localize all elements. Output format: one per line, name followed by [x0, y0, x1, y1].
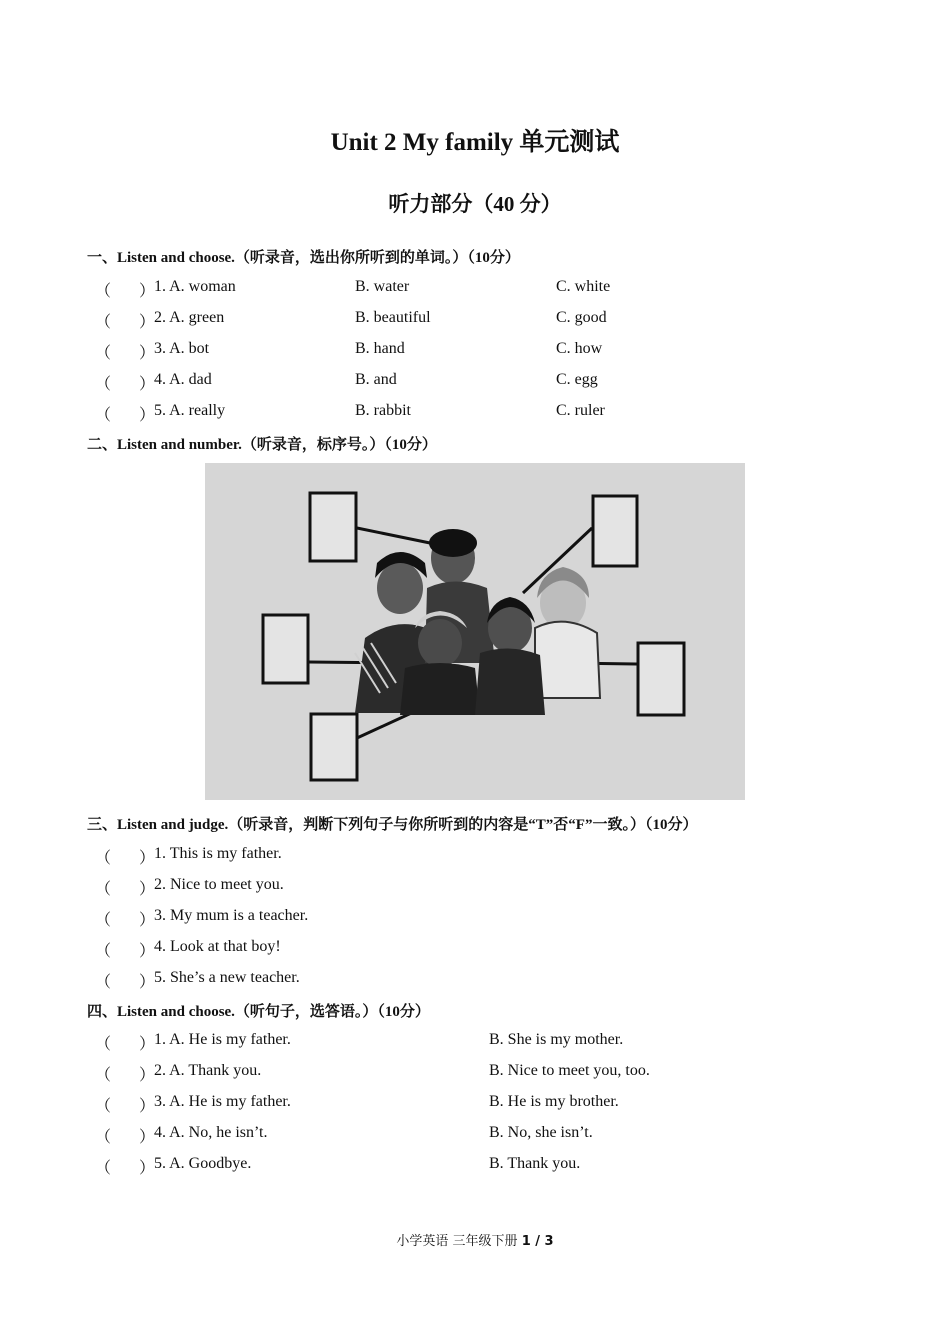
statement: 3. My mum is a teacher.	[154, 907, 309, 924]
answer-paren-left: （	[95, 974, 112, 991]
answer-paren-right: ）	[139, 912, 156, 929]
answer-paren-right: ）	[139, 943, 156, 960]
option-c: C. ruler	[556, 402, 605, 419]
answer-paren-left: （	[95, 1067, 112, 1084]
answer-paren-right: ）	[139, 345, 156, 362]
answer-paren-left: （	[95, 943, 112, 960]
section2-heading: 二、Listen and number.（听录音，标序号。）（10分）	[87, 437, 437, 453]
answer-paren-left: （	[95, 1098, 112, 1115]
option-b: B. water	[355, 278, 410, 295]
statement: 2. Nice to meet you.	[154, 876, 284, 893]
option-b: B. No, she isn’t.	[489, 1124, 593, 1141]
answer-paren-right: ）	[139, 314, 156, 331]
answer-paren-left: （	[95, 283, 112, 300]
answer-paren-right: ）	[139, 974, 156, 991]
answer-box	[263, 615, 308, 683]
list-item	[0, 1093, 950, 1115]
list-item	[0, 1155, 950, 1177]
answer-paren-right: ）	[139, 407, 156, 424]
option-a: 3. A. bot	[154, 340, 210, 357]
answer-paren-left: （	[95, 912, 112, 929]
statement: 5. She’s a new teacher.	[154, 969, 300, 986]
answer-paren-left: （	[95, 407, 112, 424]
option-b: B. hand	[355, 340, 405, 357]
list-item	[0, 340, 950, 362]
page-subtitle: 听力部分（40 分）	[388, 192, 562, 216]
footer-text: 小学英语 三年级下册	[396, 1234, 522, 1249]
answer-paren-left: （	[95, 881, 112, 898]
list-item	[0, 969, 950, 991]
list-item	[0, 845, 950, 867]
option-a: 3. A. He is my father.	[154, 1093, 291, 1110]
option-c: C. good	[556, 309, 607, 326]
answer-box	[311, 714, 357, 780]
option-b: B. rabbit	[355, 402, 411, 419]
option-b: B. beautiful	[355, 309, 431, 326]
option-b: B. He is my brother.	[489, 1093, 619, 1110]
option-a: 4. A. No, he isn’t.	[154, 1124, 268, 1141]
answer-paren-left: （	[95, 314, 112, 331]
answer-paren-left: （	[95, 376, 112, 393]
list-item	[0, 938, 950, 960]
family-picture	[205, 463, 745, 800]
option-b: B. and	[355, 371, 397, 388]
section1-heading: 一、Listen and choose.（听录音，选出你所听到的单词。）（10分）	[87, 250, 520, 266]
list-item	[0, 278, 950, 300]
option-c: C. egg	[556, 371, 598, 388]
list-item	[0, 876, 950, 898]
answer-paren-right: ）	[139, 1067, 156, 1084]
list-item	[0, 371, 950, 393]
answer-paren-right: ）	[139, 1160, 156, 1177]
answer-paren-right: ）	[139, 376, 156, 393]
answer-paren-left: （	[95, 345, 112, 362]
statement: 4. Look at that boy!	[154, 938, 281, 955]
answer-box	[638, 643, 684, 715]
option-a: 4. A. dad	[154, 371, 212, 388]
answer-paren-left: （	[95, 1129, 112, 1146]
list-item	[0, 1031, 950, 1053]
answer-paren-right: ）	[139, 1036, 156, 1053]
answer-paren-left: （	[95, 1036, 112, 1053]
option-c: C. white	[556, 278, 611, 295]
option-b: B. Thank you.	[489, 1155, 581, 1172]
list-item	[0, 1062, 950, 1084]
list-item	[0, 907, 950, 929]
option-a: 1. A. woman	[154, 278, 236, 295]
answer-box	[310, 493, 356, 561]
section3-heading: 三、Listen and judge.（听录音，判断下列句子与你所听到的内容是“T”否“F”一致。）（10分）	[87, 817, 698, 833]
option-b: B. Nice to meet you, too.	[489, 1062, 650, 1079]
section4-heading: 四、Listen and choose.（听句子，选答语。）（10分）	[87, 1004, 430, 1020]
list-item	[0, 1124, 950, 1146]
answer-paren-right: ）	[139, 1098, 156, 1115]
option-a: 2. A. Thank you.	[154, 1062, 262, 1079]
answer-paren-right: ）	[139, 283, 156, 300]
answer-paren-right: ）	[139, 850, 156, 867]
answer-box	[593, 496, 637, 566]
statement: 1. This is my father.	[154, 845, 282, 862]
list-item	[0, 402, 950, 424]
option-b: B. She is my mother.	[489, 1031, 624, 1048]
option-a: 2. A. green	[154, 309, 225, 326]
option-a: 5. A. really	[154, 402, 226, 419]
page-title: Unit 2 My family 单元测试	[330, 129, 620, 156]
option-c: C. how	[556, 340, 603, 357]
answer-paren-left: （	[95, 1160, 112, 1177]
answer-paren-left: （	[95, 850, 112, 867]
answer-paren-right: ）	[139, 1129, 156, 1146]
list-item	[0, 309, 950, 331]
option-a: 5. A. Goodbye.	[154, 1155, 252, 1172]
page-footer	[0, 1230, 950, 1249]
option-a: 1. A. He is my father.	[154, 1031, 291, 1048]
page-number: 1 / 3	[521, 1234, 554, 1249]
answer-paren-right: ）	[139, 881, 156, 898]
